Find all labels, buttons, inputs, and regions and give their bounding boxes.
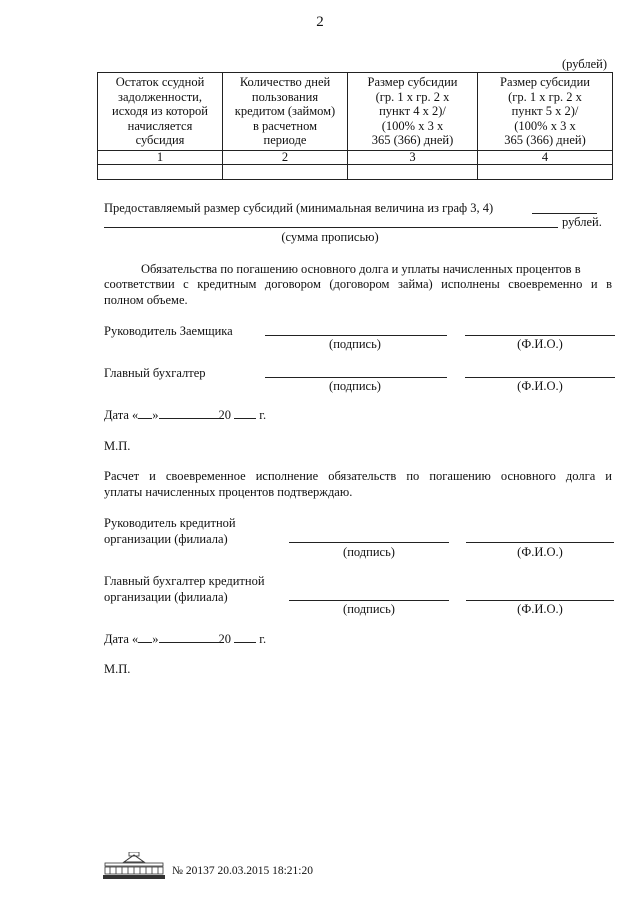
name-line[interactable] (465, 377, 615, 378)
signature-caption: (подпись) (343, 602, 395, 616)
table-cell (348, 165, 478, 180)
name-caption: (Ф.И.О.) (517, 337, 563, 351)
table-header-row (98, 73, 613, 151)
currency-suffix: рублей. (562, 215, 602, 229)
column-header-subsidy-point5: Размер субсидии (гр. 1 x гр. 2 x пункт 5 x 2)/ (100% x 3 x 365 (366) дней) (478, 73, 613, 151)
signature-caption: (подпись) (329, 337, 381, 351)
obligations-text-line2: соответствии с кредитным договором (договором займа) исполнены своевременно и в (104, 277, 612, 291)
signature-line[interactable] (289, 542, 449, 543)
column-number: 4 (478, 151, 613, 165)
date-day-field[interactable] (138, 407, 152, 419)
signature-line[interactable] (289, 600, 449, 601)
date-day-field[interactable] (138, 631, 152, 643)
bank-date: Дата « » 20 г. (104, 632, 267, 646)
page-number: 2 (316, 14, 324, 30)
date-month-field[interactable] (159, 631, 219, 643)
confirmation-text-line1: Расчет и своевременное исполнение обязательств по погашению основного долга и (104, 469, 612, 483)
table-cell (98, 165, 223, 180)
currency-unit: (рублей) (561, 57, 607, 71)
borrower-date: Дата « » 20 г. (104, 408, 267, 422)
signature-caption: (подпись) (329, 379, 381, 393)
column-number: 2 (223, 151, 348, 165)
column-header-loan-balance: Остаток ссудной задолженности, исходя из которой начисляется субсидия (98, 73, 223, 151)
date-year-field[interactable] (234, 407, 256, 419)
column-header-subsidy-point4: Размер субсидии (гр. 1 x гр. 2 x пункт 4 x 2)/ (100% x 3 x 365 (366) дней) (348, 73, 478, 151)
name-line[interactable] (466, 600, 614, 601)
seal-placeholder: М.П. (104, 662, 131, 676)
signature-line[interactable] (265, 377, 447, 378)
confirmation-text-line2: уплаты начисленных процентов подтверждаю. (104, 485, 353, 499)
table-row (98, 165, 613, 180)
column-number: 3 (348, 151, 478, 165)
table-cell (478, 165, 613, 180)
bank-accountant-label: Главный бухгалтер кредитной организации (филиала) (104, 574, 265, 604)
subsidy-amount-words-line (104, 227, 558, 228)
obligations-text-line1: Обязательства по погашению основного долга и уплаты начисленных процентов в (141, 262, 581, 276)
name-caption: (Ф.И.О.) (517, 602, 563, 616)
table-cell (223, 165, 348, 180)
signature-line[interactable] (265, 335, 447, 336)
subsidy-table (97, 72, 613, 180)
subsidy-provided-label: Предоставляемый размер субсидий (минимальная величина из граф 3, 4) (104, 201, 494, 215)
borrower-accountant-label: Главный бухгалтер (104, 366, 206, 380)
name-caption: (Ф.И.О.) (517, 545, 563, 559)
seal-placeholder: М.П. (104, 439, 131, 453)
column-number: 1 (98, 151, 223, 165)
registration-number: № 20137 20.03.2015 18:21:20 (172, 865, 313, 877)
building-logo-icon (102, 852, 166, 882)
name-line[interactable] (465, 335, 615, 336)
obligations-text-line3: полном объеме. (104, 293, 188, 307)
signature-caption: (подпись) (343, 545, 395, 559)
name-line[interactable] (466, 542, 614, 543)
date-month-field[interactable] (159, 407, 219, 419)
name-caption: (Ф.И.О.) (517, 379, 563, 393)
column-header-days: Количество дней пользования кредитом (займом) в расчетном периоде (223, 73, 348, 151)
table-number-row (98, 151, 613, 165)
date-year-field[interactable] (234, 631, 256, 643)
amount-in-words-caption: (сумма прописью) (281, 230, 379, 244)
bank-head-label: Руководитель кредитной организации (филиала) (104, 516, 236, 546)
borrower-head-label: Руководитель Заемщика (104, 324, 233, 338)
